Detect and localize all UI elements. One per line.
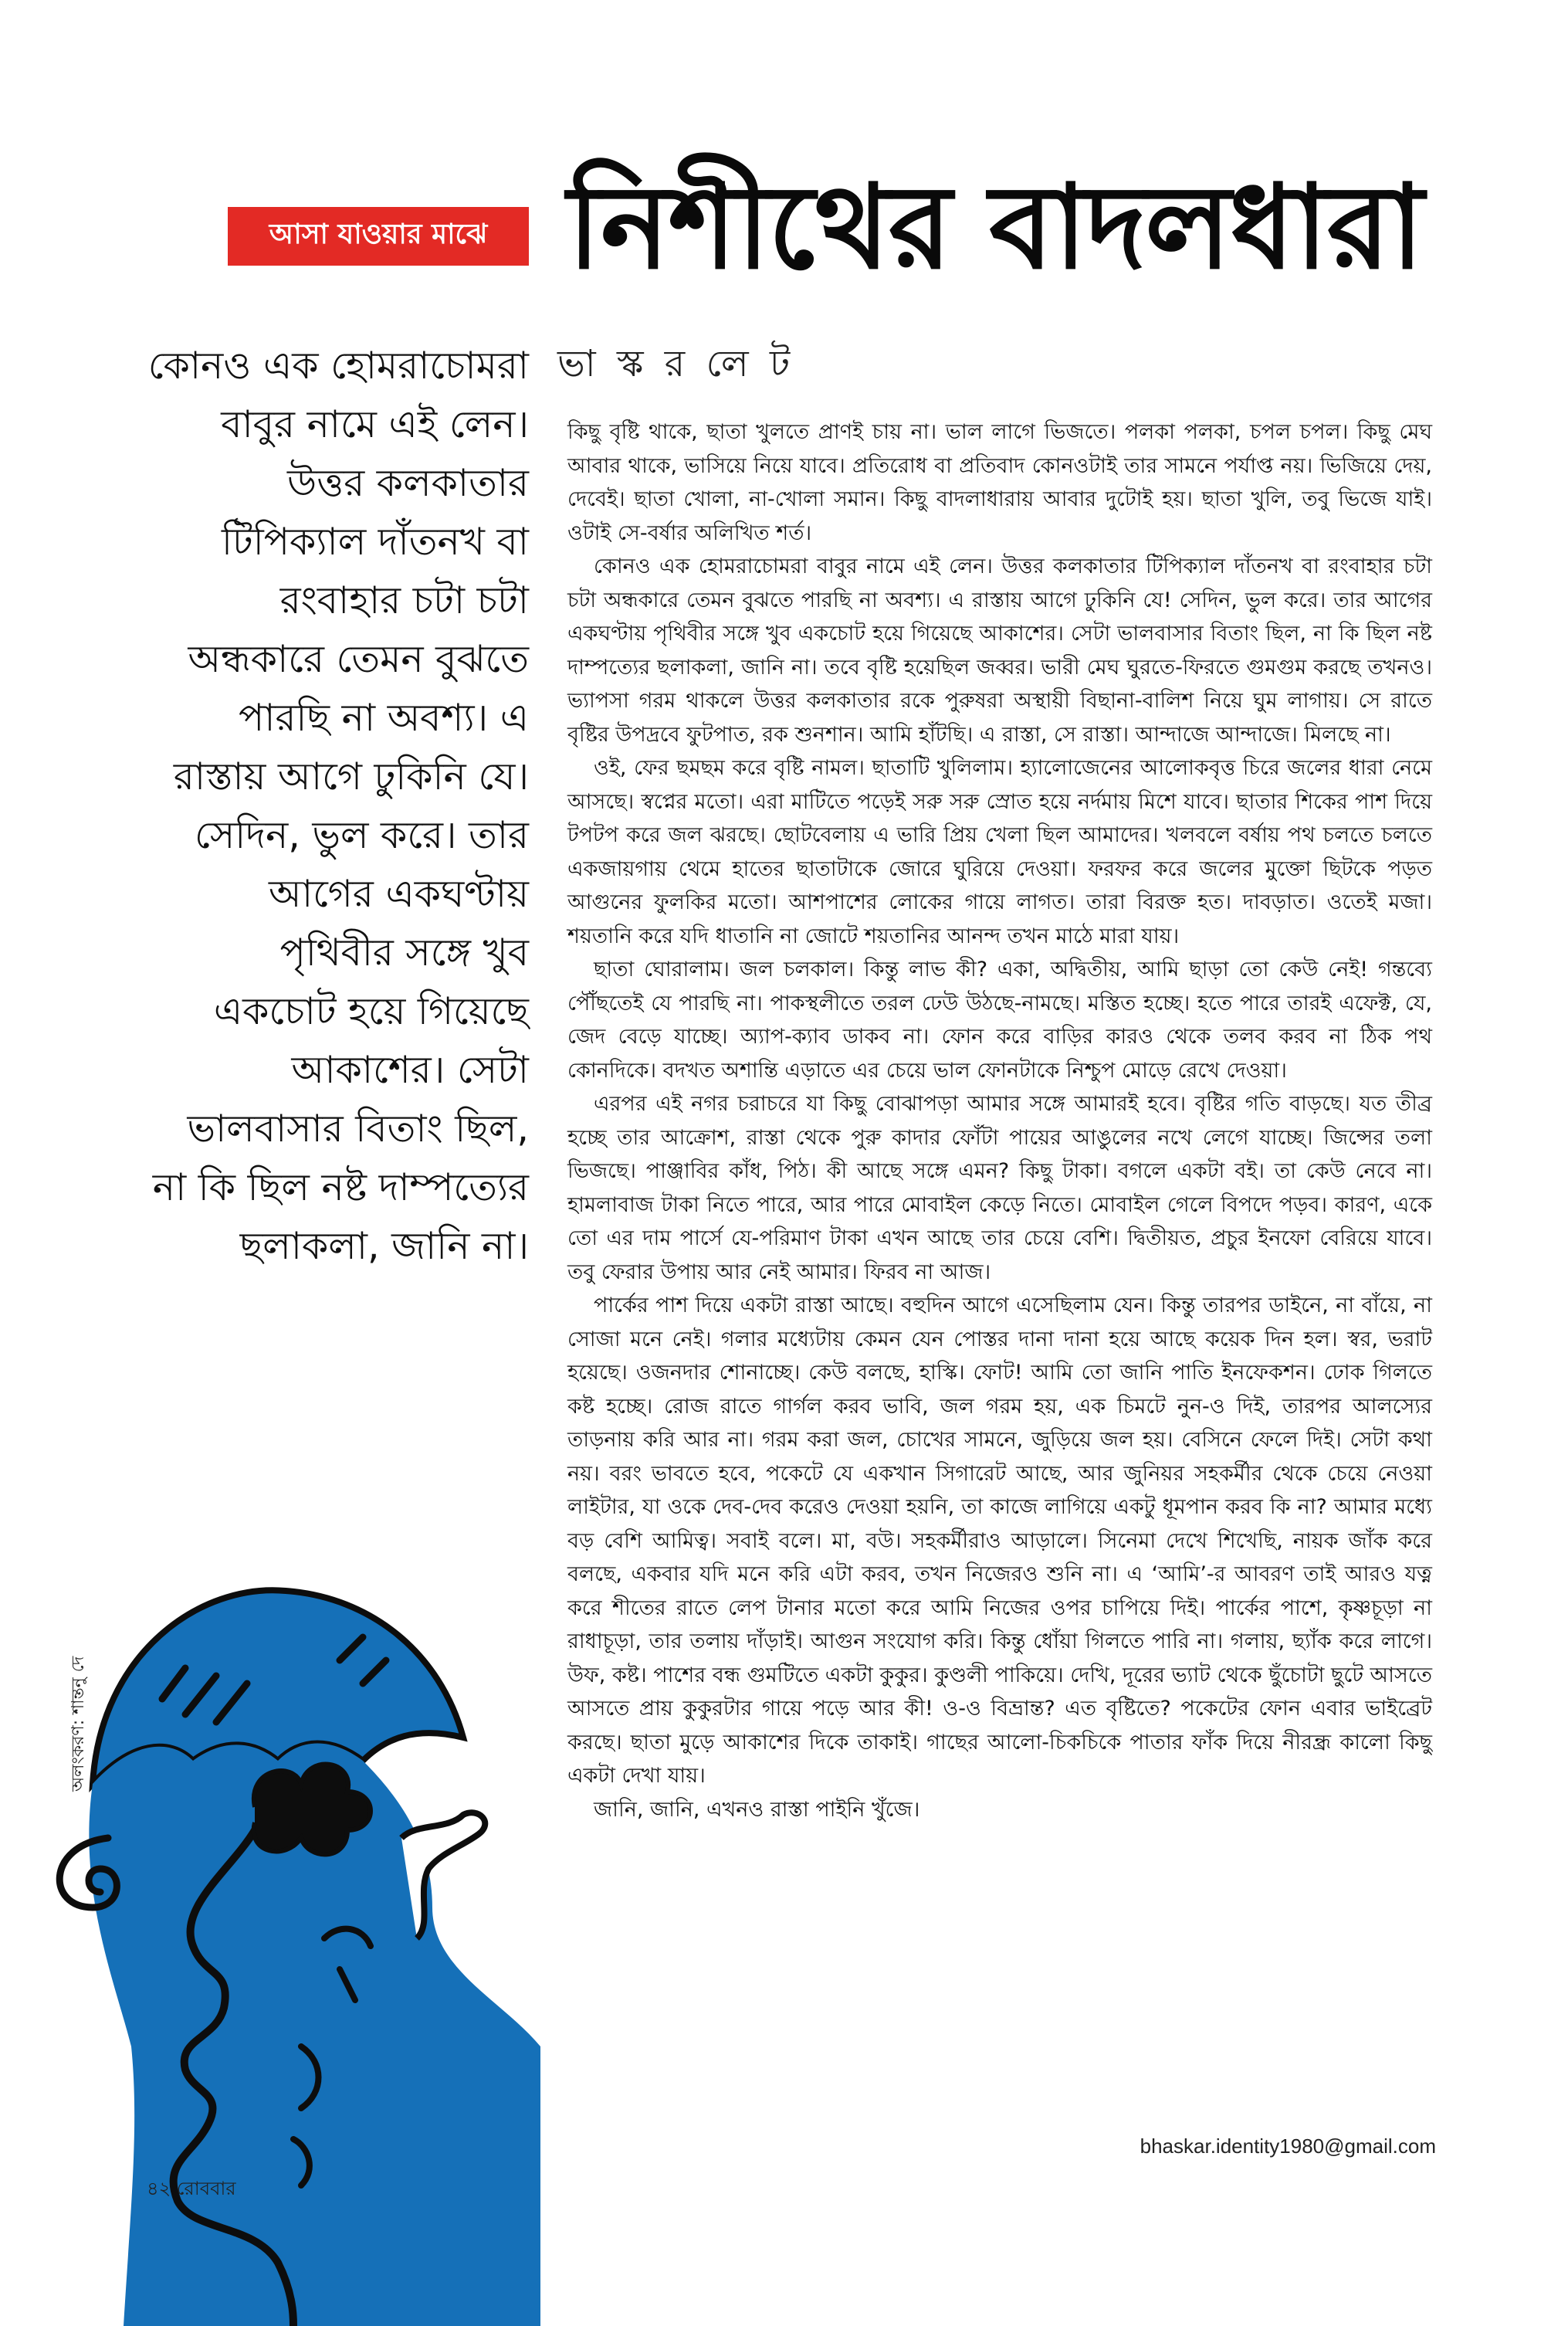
- pull-quote-text: কোনও এক হোমরাচোমরা বাবুর নামে এই লেন। উত্তর কলকাতার টিপিক্যাল দাঁতনখ বা রংবাহার চটা চটা অন্ধকারে তেমন বুঝতে পারছি না অবশ্য। এ রাস্তায় আগে ঢুকিনি যে। সেদিন, ভুল করে। তার আগের একঘণ্টায় পৃথিবীর সঙ্গে খুব একচোট হয়ে গিয়েছে আকাশের। সেটা ভালবাসার বিতাং ছিল, না কি ছিল নষ্ট দাম্পত্যের ছলাকলা, জানি না।: [147, 344, 529, 1268]
- author-byline: ভা স্ক র লে ট: [557, 342, 795, 385]
- author-email: bhaskar.identity1980@gmail.com: [1140, 2134, 1436, 2158]
- body-paragraph: ছাতা ঘোরালাম। জল চলকাল। কিন্তু লাভ কী? একা, অদ্বিতীয়, আমি ছাড়া তো কেউ নেই! গন্তব্যে পৌঁছতেই যে পারছি না। পাকস্থলীতে তরল ঢেউ উঠছে-নামছে। মস্তিত হচ্ছে। হতে পারে তারই এফেক্ট, যে, জেদ বেড়ে যাচ্ছে। অ্যাপ-ক্যাব ডাকব না। ফোন করে বাড়ির কারও থেকে তলব করব না ঠিক পথ কোনদিকে। বদখত অশান্তি এড়াতে এর চেয়ে ভাল ফোনটাকে নিশ্চুপ মোড়ে রেখে দেওয়া।: [567, 958, 1432, 1083]
- pull-quote: [147, 337, 529, 1298]
- section-tag: আসা যাওয়ার মাঝে: [228, 207, 529, 266]
- article-headline: নিশীথের বাদলধারা: [567, 161, 1423, 295]
- body-paragraph: কোনও এক হোমরাচোমরা বাবুর নামে এই লেন। উত্তর কলকাতার টিপিক্যাল দাঁতনখ বা রংবাহার চটা চটা অন্ধকারে তেমন বুঝতে পারছি না অবশ্য। এ রাস্তায় আগে ঢুকিনি যে! সেদিন, ভুল করে। তার আগের একঘণ্টায় পৃথিবীর সঙ্গে খুব একচোট হয়ে গিয়েছে আকাশের। সেটা ভালবাসার বিতাং ছিল, না কি ছিল নষ্ট দাম্পত্যের ছলাকলা, জানি না। তবে বৃষ্টি হয়েছিল জব্বর। ভারী মেঘ ঘুরতে-ফিরতে গুমগুম করছে তখনও। ভ্যাপসা গরম থাকলে উত্তর কলকাতার রকে পুরুষরা অস্থায়ী বিছানা-বালিশ নিয়ে ঘুম লাগায়। সে রাতে বৃষ্টির উপদ্রবে ফুটপাত, রক শুনশান। আমি হাঁটছি। এ রাস্তা, সে রাস্তা। আন্দাজে আন্দাজে। মিলছে না।: [567, 554, 1432, 747]
- illustration-credit: অলংকরণ: শান্তনু দে: [69, 1656, 88, 1792]
- page-number: ৪২ রোববার: [147, 2178, 236, 2199]
- article-body: [567, 415, 1432, 2122]
- body-paragraph: জানি, জানি, এখনও রাস্তা পাইনি খুঁজে।: [594, 1797, 920, 1822]
- body-paragraph: ওই, ফের ছমছম করে বৃষ্টি নামল। ছাতাটি খুলিলাম। হ্যালোজেনের আলোকবৃত্ত চিরে জলের ধারা নেমে আসছে। স্বপ্নের মতো। এরা মাটিতে পড়েই সরু সরু স্রোত হয়ে নর্দমায় মিশে যাবে। ছাতার শিকের পাশ দিয়ে টপটপ করে জল ঝরছে। ছোটবেলায় এ ভারি প্রিয় খেলা ছিল আমাদের। খলবলে বর্ষায় পথ চলতে চলতে একজায়গায় থেমে হাতের ছাতাটাকে জোরে ঘুরিয়ে দেওয়া। ফরফর করে জলের মুক্তো ছিটকে পড়ত আগুনের ফুলকির মতো। আশপাশের লোকের গায়ে লাগত। তারা বিরক্ত হত। দাবড়াত। ওতেই মজা। শয়তানি করে যদি ধাতানি না জোটে শয়তানির আনন্দ তখন মাঠে মারা যায়।: [567, 756, 1432, 948]
- body-paragraph: কিছু বৃষ্টি থাকে, ছাতা খুলতে প্রাণই চায় না। ভাল লাগে ভিজতে। পলকা পলকা, চপল চপল। কিছু মেঘ আবার থাকে, ভাসিয়ে নিয়ে যাবে। প্রতিরোধ বা প্রতিবাদ কোনওটাই তার সামনে পর্যাপ্ত নয়। ভিজিয়ে দেয়, দেবেই। ছাতা খোলা, না-খোলা সমান। কিছু বাদলাধারায় আবার দুটোই হয়। ছাতা খুলি, তবু ভিজে যাই। ওটাই সে-বর্ষার অলিখিত শর্ত।: [567, 420, 1432, 545]
- body-paragraph: পার্কের পাশ দিয়ে একটা রাস্তা আছে। বহুদিন আগে এসেছিলাম যেন। কিন্তু তারপর ডাইনে, না বাঁয়ে, না সোজা মনে নেই। গলার মধ্যেটায় কেমন যেন পোস্তর দানা দানা হয়ে আছে কয়েক দিন হল। স্বর, ভরাট হয়েছে। ওজনদার শোনাচ্ছে। কেউ বলছে, হাস্কি। ফোট! আমি তো জানি পাতি ইনফেকশন। ঢোক গিলতে কষ্ট হচ্ছে। রোজ রাতে গার্গল করব ভাবি, জল গরম হয়, এক চিমটে নুন-ও দিই, তারপর আলস্যের তাড়নায় করি আর না। গরম করা জল, চোখের সামনে, জুড়িয়ে জল হয়। বেসিনে ফেলে দিই। সেটা কথা নয়। বরং ভাবতে হবে, পকেটে যে একখান সিগারেট আছে, আর জুনিয়র সহকর্মীর থেকে চেয়ে নেওয়া লাইটার, যা ওকে দেব-দেব করেও দেওয়া হয়নি, তা কাজে লাগিয়ে একটু ধূমপান করব কি না? আমার মধ্যে বড় বেশি আমিত্ব। সবাই বলে। মা, বউ। সহকর্মীরাও আড়ালে। সিনেমা দেখে শিখেছি, নায়ক জাঁক করে বলছে, একবার যদি মনে করি এটা করব, তখন নিজেরও শুনি না। এ ‘আমি’-র আবরণ তাই আরও যত্ন করে শীতের রাতে লেপ টানার মতো করে আমি নিজের ওপর চাপিয়ে দিই। পার্কের পাশে, কৃষ্ণচূড়া না রাধাচূড়া, তার তলায় দাঁড়াই। আগুন সংযোগ করি। কিন্তু ধোঁয়া গিলতে পারি না। গলায়, ছ্যাঁক করে লাগে। উফ, কষ্ট। পাশের বন্ধ গুমটিতে একটা কুকুর। কুণ্ডলী পাকিয়ে। দেখি, দূরের ভ্যাট থেকে ছুঁচোটা ছুটে আসতে আসতে প্রায় কুকুরটার গায়ে পড়ে আর কী! ও-ও বিভ্রান্ত? এত বৃষ্টিতে? পকেটের ফোন এবার ভাইব্রেট করছে। ছাতা মুড়ে আকাশের দিকে তাকাই। গাছের আলো-চিকচিকে পাতার ফাঁক দিয়ে নীরন্ধ্র কালো কিছু একটা দেখা যায়।: [567, 1294, 1432, 1788]
- body-paragraph: এরপর এই নগর চরাচরে যা কিছু বোঝাপড়া আমার সঙ্গে আমারই হবে। বৃষ্টির গতি বাড়ছে। যত তীব্র হচ্ছে তার আক্রোশ, রাস্তা থেকে পুরু কাদার ফোঁটা পায়ের আঙুলের নখে লেগে যাচ্ছে। জিন্সের তলা ভিজছে। পাঞ্জাবির কাঁধ, পিঠ। কী আছে সঙ্গে এমন? কিছু টাকা। বগলে একটা বই। তা কেউ নেবে না। হামলাবাজ টাকা নিতে পারে, আর পারে মোবাইল কেড়ে নিতে। মোবাইল গেলে বিপদে পড়ব। কারণ, একে তো এর দাম পার্সে যে-পরিমাণ টাকা এখন আছে তার চেয়ে বেশি। দ্বিতীয়ত, প্রচুর ইনফো বেরিয়ে যাবে। তবু ফেরার উপায় আর নেই আমার। ফিরব না আজ।: [567, 1092, 1432, 1284]
